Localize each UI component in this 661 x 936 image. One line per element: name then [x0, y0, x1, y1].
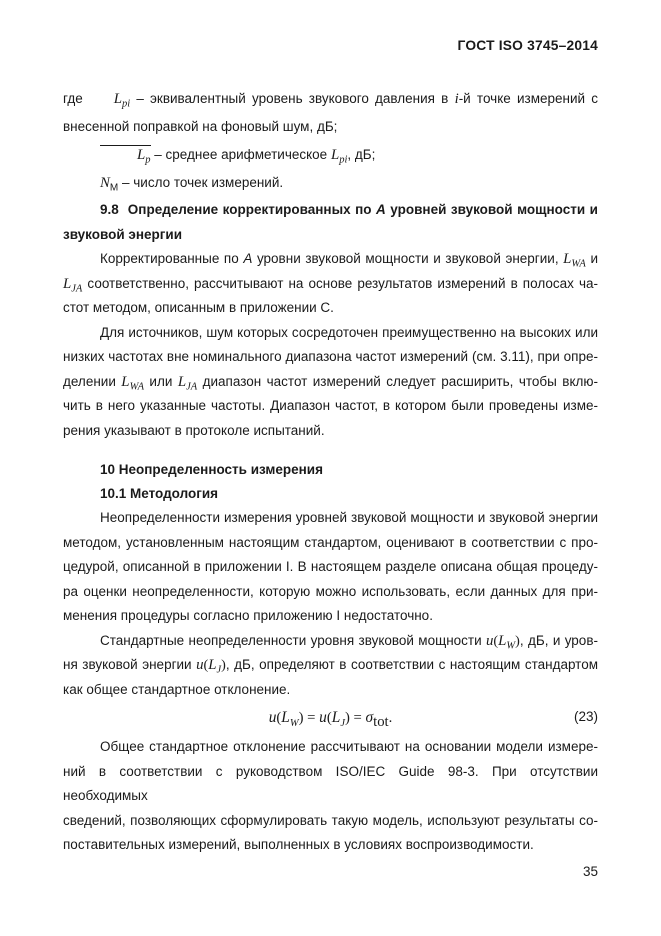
- math-symbol: p: [145, 154, 151, 166]
- text-segment: – эквивалентный уровень звукового давления в: [130, 91, 455, 106]
- math-symbol: pi: [339, 154, 348, 166]
- text-segment: менения процедуры согласно приложению I недостаточно.: [63, 608, 433, 623]
- text-line: [63, 531, 598, 556]
- text-line: [63, 345, 598, 370]
- text-line: [63, 735, 598, 760]
- math-symbol: L: [208, 657, 217, 673]
- math-symbol: σ: [365, 709, 374, 726]
- text-segment: [100, 145, 151, 164]
- text-segment: стот методом, описанным в приложении С.: [63, 300, 334, 315]
- text-segment: сведений, позволяющих сформулировать такую модель, используют результаты со-: [63, 812, 598, 828]
- section-heading-9-8: [63, 197, 598, 247]
- text-segment: чить в него указанные частоты. Диапазон частот, в котором были проведены изме-: [63, 398, 598, 413]
- text-segment: уровней звуковой мощности и: [385, 202, 598, 217]
- text-line: [63, 809, 598, 834]
- page-number: 35: [582, 864, 598, 879]
- math-symbol: WA: [129, 381, 144, 393]
- math-symbol: N: [100, 175, 110, 191]
- text-line: [63, 678, 598, 703]
- text-segment: низких частотах вне номинального диапазона частот измерений (см. 3.11), при опре-: [63, 349, 598, 364]
- text-line: [63, 169, 598, 197]
- math-symbol: JA: [186, 381, 198, 393]
- paragraph: [63, 247, 598, 321]
- text-line: [63, 629, 598, 654]
- text-segment: Для источников, шум которых сосредоточен преимущественно на высоких или: [100, 324, 598, 340]
- math-symbol: tot: [373, 713, 389, 730]
- text-segment: методом, установленным настоящим стандартом, оценивают в соответствии с про-: [63, 534, 598, 550]
- text-segment: , дБ, и уров-: [519, 632, 598, 648]
- paragraph: [63, 735, 598, 858]
- text-line: [63, 370, 598, 395]
- text-segment: , дБ;: [347, 147, 376, 162]
- text-line: [63, 458, 598, 482]
- text-segment: диапазон частот измерений следует расширить, чтобы вклю-: [197, 373, 598, 389]
- text-line: [63, 580, 598, 605]
- text-line: [63, 419, 598, 444]
- text-segment: уровни звуковой мощности и звуковой энергии,: [252, 251, 564, 266]
- text-segment: или: [144, 373, 178, 389]
- text-segment: , дБ, определяют в соответствии с настоящим стандартом: [225, 657, 598, 672]
- text-segment: соответственно, рассчитывают на основе результатов измерений в полосах ча-: [82, 275, 598, 291]
- text-line: [63, 506, 598, 531]
- math-symbol: (: [203, 657, 209, 673]
- math-symbol: JA: [71, 283, 83, 295]
- text-line: [63, 141, 598, 169]
- math-symbol: ): [515, 632, 520, 649]
- text-segment: 9.8 Определение корректированных по: [100, 202, 377, 217]
- math-symbol: u: [319, 709, 327, 726]
- text-line: [63, 272, 598, 297]
- math-symbol: L: [121, 373, 130, 390]
- text-segment: Неопределенности измерения уровней звуковой мощности и звуковой энергии: [100, 510, 598, 525]
- math-symbol: i: [454, 91, 459, 107]
- math-symbol: L: [281, 709, 290, 726]
- math-symbol: L: [498, 632, 507, 649]
- math-symbol: L: [113, 91, 122, 107]
- text-segment: внесенной поправкой на фоновый шум, дБ;: [63, 119, 338, 134]
- math-symbol: J: [340, 717, 345, 729]
- text-segment: М: [109, 182, 119, 194]
- text-line: [63, 394, 598, 419]
- text-segment: поставительных измерений, выполненных в условиях воспроизводимости.: [63, 837, 534, 852]
- math-symbol: L: [331, 709, 341, 726]
- text-segment: и: [585, 251, 598, 266]
- math-symbol: L: [63, 275, 72, 292]
- equation-23: [63, 704, 598, 731]
- math-symbol: u: [196, 657, 204, 673]
- text-line: [63, 653, 598, 678]
- standard-header: ГОСТ ISO 3745–2014: [457, 38, 598, 53]
- text-segment: Общее стандартное отклонение рассчитывают на основании модели измере-: [100, 739, 598, 754]
- section-heading-10-1: [63, 482, 598, 506]
- math-symbol: L: [563, 251, 572, 267]
- text-segment: А: [243, 251, 253, 266]
- math-symbol: J: [216, 664, 222, 676]
- equation-formula: [268, 709, 393, 730]
- text-segment: звуковой энергии: [63, 227, 183, 242]
- text-line: [63, 555, 598, 580]
- text-segment: – среднее арифметическое: [150, 147, 331, 162]
- text-segment: А: [376, 202, 386, 217]
- section-heading-10: [63, 458, 598, 482]
- text-segment: делении: [63, 373, 122, 389]
- paragraph: [63, 321, 598, 444]
- text-segment: 10 Неопределенность измерения: [100, 462, 323, 477]
- text-segment: – число точек измерений.: [118, 175, 284, 190]
- text-segment: 10.1 Методология: [100, 486, 219, 501]
- text-line: [63, 113, 598, 141]
- text-segment: -й точке измерений с: [458, 91, 598, 106]
- math-symbol: W: [506, 640, 516, 652]
- text-segment: как общее стандартное отклонение.: [63, 681, 291, 697]
- math-symbol: pi: [121, 98, 131, 110]
- math-symbol: u: [268, 709, 277, 726]
- text-line: [63, 247, 598, 272]
- text-line: [63, 482, 598, 506]
- text-line: [63, 760, 598, 809]
- math-symbol: ) =: [344, 710, 366, 726]
- text-segment: Корректированные по: [100, 251, 244, 266]
- text-line: [63, 296, 598, 321]
- text-segment: рения указывают в протоколе испытаний.: [63, 422, 325, 438]
- text-segment: ний в соответствии с руководством ISO/IEC Guide 98-3. При отсутствии необходимых: [63, 763, 598, 803]
- text-line: [63, 321, 598, 346]
- math-symbol: L: [137, 147, 146, 163]
- text-line: [63, 833, 598, 858]
- math-symbol: (: [493, 632, 499, 649]
- text-line: [63, 222, 598, 247]
- text-line: [63, 85, 598, 113]
- math-symbol: (: [276, 710, 282, 726]
- definition-list: [63, 85, 598, 197]
- math-symbol: ): [221, 657, 226, 673]
- equation-number: (23): [573, 709, 598, 724]
- text-segment: ра оценки неопределенности, которую можно использовать, если данных для при-: [63, 583, 598, 599]
- text-line: [63, 197, 598, 222]
- text-segment: ня звуковой энергии: [63, 657, 197, 672]
- paragraph: [63, 629, 598, 703]
- math-symbol: ) =: [298, 710, 320, 726]
- math-symbol: WA: [571, 258, 586, 270]
- math-symbol: L: [177, 373, 187, 390]
- text-segment: цедурой, описанной в приложении I. В настоящем разделе описана общая процеду-: [63, 559, 598, 574]
- math-symbol: (: [326, 710, 332, 726]
- math-symbol: .: [388, 710, 393, 726]
- text-line: [63, 604, 598, 629]
- math-symbol: u: [486, 632, 494, 649]
- document-body: [63, 85, 598, 858]
- text-segment: где: [63, 91, 114, 106]
- text-segment: Стандартные неопределенности уровня звуковой мощности: [100, 632, 486, 648]
- paragraph: [63, 506, 598, 629]
- math-symbol: W: [289, 717, 299, 729]
- math-symbol: L: [330, 147, 340, 163]
